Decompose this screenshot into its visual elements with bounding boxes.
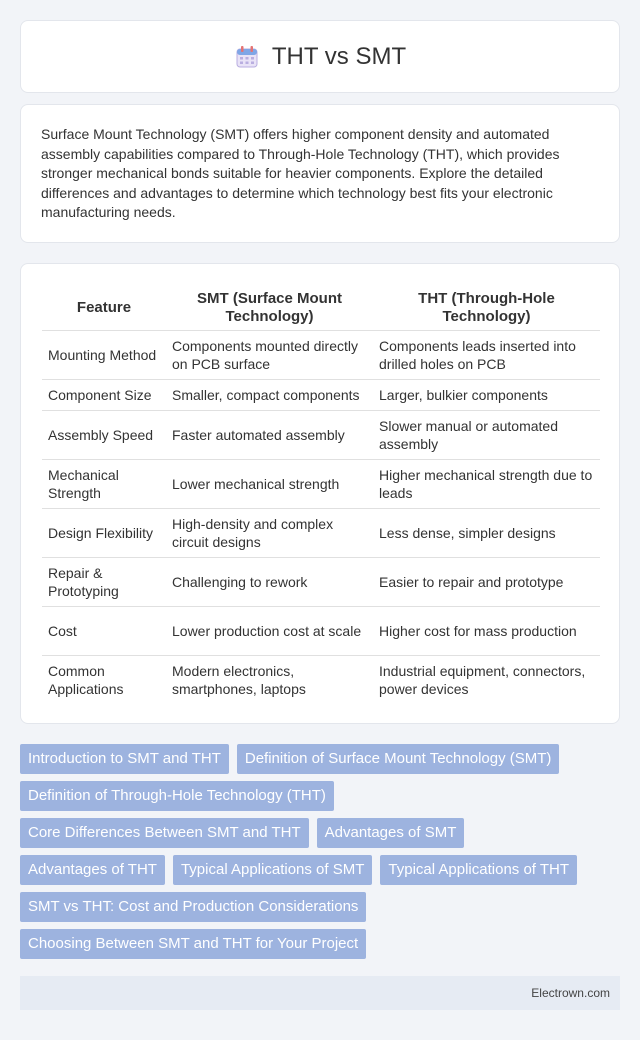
feature-cell: Common Applications [42, 656, 166, 705]
feature-cell: Mechanical Strength [42, 460, 166, 509]
footer-brand[interactable]: Electrown.com [531, 986, 610, 1000]
tag-row [20, 929, 620, 959]
tag-cost-production[interactable]: SMT vs THT: Cost and Production Considerations [20, 892, 366, 922]
tag-advantages-tht[interactable]: Advantages of THT [20, 855, 165, 885]
smt-cell: High-density and complex circuit designs [166, 509, 373, 558]
smt-cell: Smaller, compact components [166, 380, 373, 411]
header-tht: THT (Through-Hole Technology) [418, 290, 555, 325]
title-card [20, 20, 620, 93]
tht-cell: Less dense, simpler designs [373, 509, 600, 558]
tag-core-differences[interactable]: Core Differences Between SMT and THT [20, 818, 309, 848]
page-title: THT vs SMT [271, 42, 407, 70]
smt-cell: Components mounted directly on PCB surface [166, 331, 373, 380]
table-row [42, 380, 600, 411]
calendar-icon [234, 44, 260, 70]
feature-cell: Repair & Prototyping [42, 558, 166, 607]
title-wrap [234, 43, 406, 71]
tag-row [20, 892, 620, 922]
tag-intro[interactable]: Introduction to SMT and THT [20, 744, 229, 774]
feature-cell: Component Size [42, 380, 166, 411]
intro-card [20, 104, 620, 243]
smt-cell: Faster automated assembly [166, 411, 373, 460]
header-feature: Feature [76, 299, 132, 316]
table-row [42, 607, 600, 656]
smt-cell: Lower production cost at scale [166, 607, 373, 656]
tag-row [20, 855, 620, 885]
tht-cell: Slower manual or automated assembly [373, 411, 600, 460]
feature-cell: Design Flexibility [42, 509, 166, 558]
feature-cell: Assembly Speed [42, 411, 166, 460]
table-header-row [42, 282, 600, 331]
comparison-table [42, 282, 600, 705]
table-row [42, 558, 600, 607]
table-row [42, 656, 600, 705]
tag-definition-tht[interactable]: Definition of Through-Hole Technology (THT) [20, 781, 334, 811]
tag-row [20, 818, 620, 848]
table-row [42, 460, 600, 509]
tag-row [20, 781, 620, 811]
smt-cell: Challenging to rework [166, 558, 373, 607]
tht-cell: Industrial equipment, connectors, power devices [373, 656, 600, 705]
tag-choosing[interactable]: Choosing Between SMT and THT for Your Project [20, 929, 366, 959]
comparison-table-card [20, 263, 620, 724]
feature-cell: Mounting Method [42, 331, 166, 380]
tht-cell: Easier to repair and prototype [373, 558, 600, 607]
tht-cell: Higher mechanical strength due to leads [373, 460, 600, 509]
tag-definition-smt[interactable]: Definition of Surface Mount Technology (SMT) [237, 744, 560, 774]
tag-advantages-smt[interactable]: Advantages of SMT [317, 818, 465, 848]
smt-cell: Lower mechanical strength [166, 460, 373, 509]
tht-cell: Components leads inserted into drilled holes on PCB [373, 331, 600, 380]
tag-applications-smt[interactable]: Typical Applications of SMT [173, 855, 372, 885]
tag-applications-tht[interactable]: Typical Applications of THT [380, 855, 577, 885]
table-row [42, 411, 600, 460]
intro-text: Surface Mount Technology (SMT) offers higher component density and automated assembly capabilities compared to Through-Hole Technology (THT), which provides stronger mechanical bonds suitable for heavier components. Explore the detailed differences and advantages to determine which technology best fits your electronic manufacturing needs. [41, 126, 560, 220]
feature-cell: Cost [42, 607, 166, 656]
smt-cell: Modern electronics, smartphones, laptops [166, 656, 373, 705]
tht-cell: Larger, bulkier components [373, 380, 600, 411]
footer [20, 976, 620, 1010]
topic-tags [20, 744, 620, 966]
tht-cell: Higher cost for mass production [373, 607, 600, 656]
header-smt: SMT (Surface Mount Technology) [197, 290, 342, 325]
table-row [42, 509, 600, 558]
table-row [42, 331, 600, 380]
tag-row [20, 744, 620, 774]
